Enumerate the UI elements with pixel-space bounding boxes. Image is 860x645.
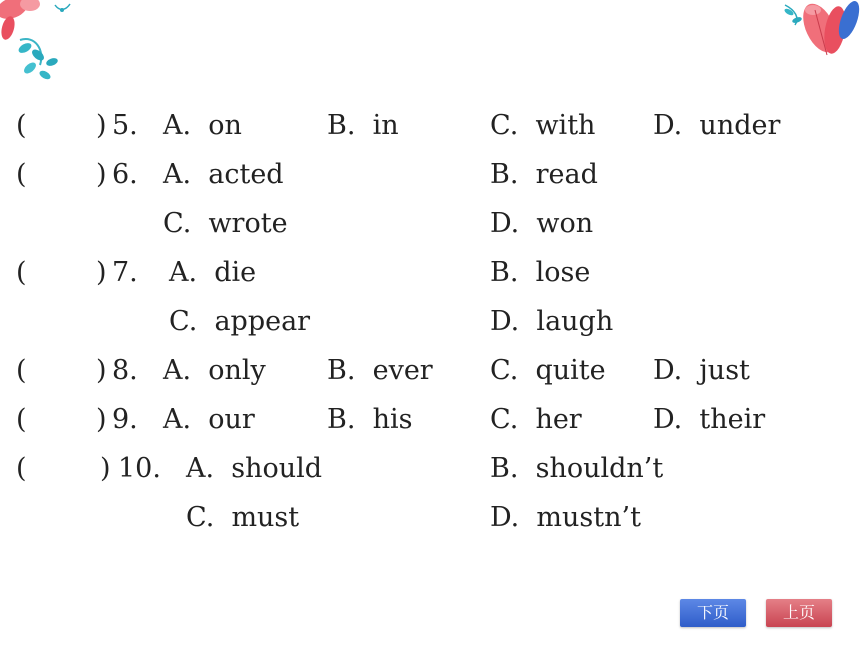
previous-page-button[interactable]: 上页: [766, 599, 832, 627]
answer-option: B. his: [327, 404, 413, 435]
answer-paren-open: (: [16, 159, 27, 190]
answer-option: D. mustn’t: [490, 502, 641, 533]
answer-paren-close: ): [96, 404, 107, 435]
question-number: 7.: [112, 257, 138, 288]
answer-paren-close: ): [96, 355, 107, 386]
question-number: 5.: [112, 110, 138, 141]
answer-option: C. appear: [169, 306, 311, 337]
question-number: 9.: [112, 404, 138, 435]
answer-option: B. in: [327, 110, 399, 141]
answer-paren-open: (: [16, 355, 27, 386]
answer-option: D. just: [653, 355, 750, 386]
answer-paren-close: ): [96, 110, 107, 141]
answer-option: A. on: [163, 110, 242, 141]
answer-option: B. shouldn’t: [490, 453, 664, 484]
answer-paren-close: ): [96, 159, 107, 190]
question-number: 10.: [118, 453, 161, 484]
answer-option: C. with: [490, 110, 596, 141]
answer-paren-close: ): [100, 453, 111, 484]
answer-paren-open: (: [16, 404, 27, 435]
answer-option: B. read: [490, 159, 598, 190]
answer-paren-open: (: [16, 453, 27, 484]
floral-decoration-right: [725, 0, 860, 75]
answer-option: C. quite: [490, 355, 606, 386]
answer-option: B. lose: [490, 257, 591, 288]
answer-option: A. acted: [163, 159, 284, 190]
answer-option: D. their: [653, 404, 766, 435]
answer-option: A. die: [169, 257, 257, 288]
answer-paren-close: ): [96, 257, 107, 288]
floral-decoration-left: [0, 0, 90, 95]
answer-option: C. wrote: [163, 208, 288, 239]
answer-option: A. only: [163, 355, 266, 386]
question-number: 6.: [112, 159, 138, 190]
next-page-button[interactable]: 下页: [680, 599, 746, 627]
answer-paren-open: (: [16, 257, 27, 288]
answer-option: B. ever: [327, 355, 433, 386]
answer-option: D. under: [653, 110, 781, 141]
answer-option: D. won: [490, 208, 594, 239]
answer-paren-open: (: [16, 110, 27, 141]
answer-option: D. laugh: [490, 306, 614, 337]
answer-option: C. must: [186, 502, 300, 533]
question-number: 8.: [112, 355, 138, 386]
answer-option: A. should: [186, 453, 323, 484]
answer-option: A. our: [163, 404, 255, 435]
answer-option: C. her: [490, 404, 582, 435]
